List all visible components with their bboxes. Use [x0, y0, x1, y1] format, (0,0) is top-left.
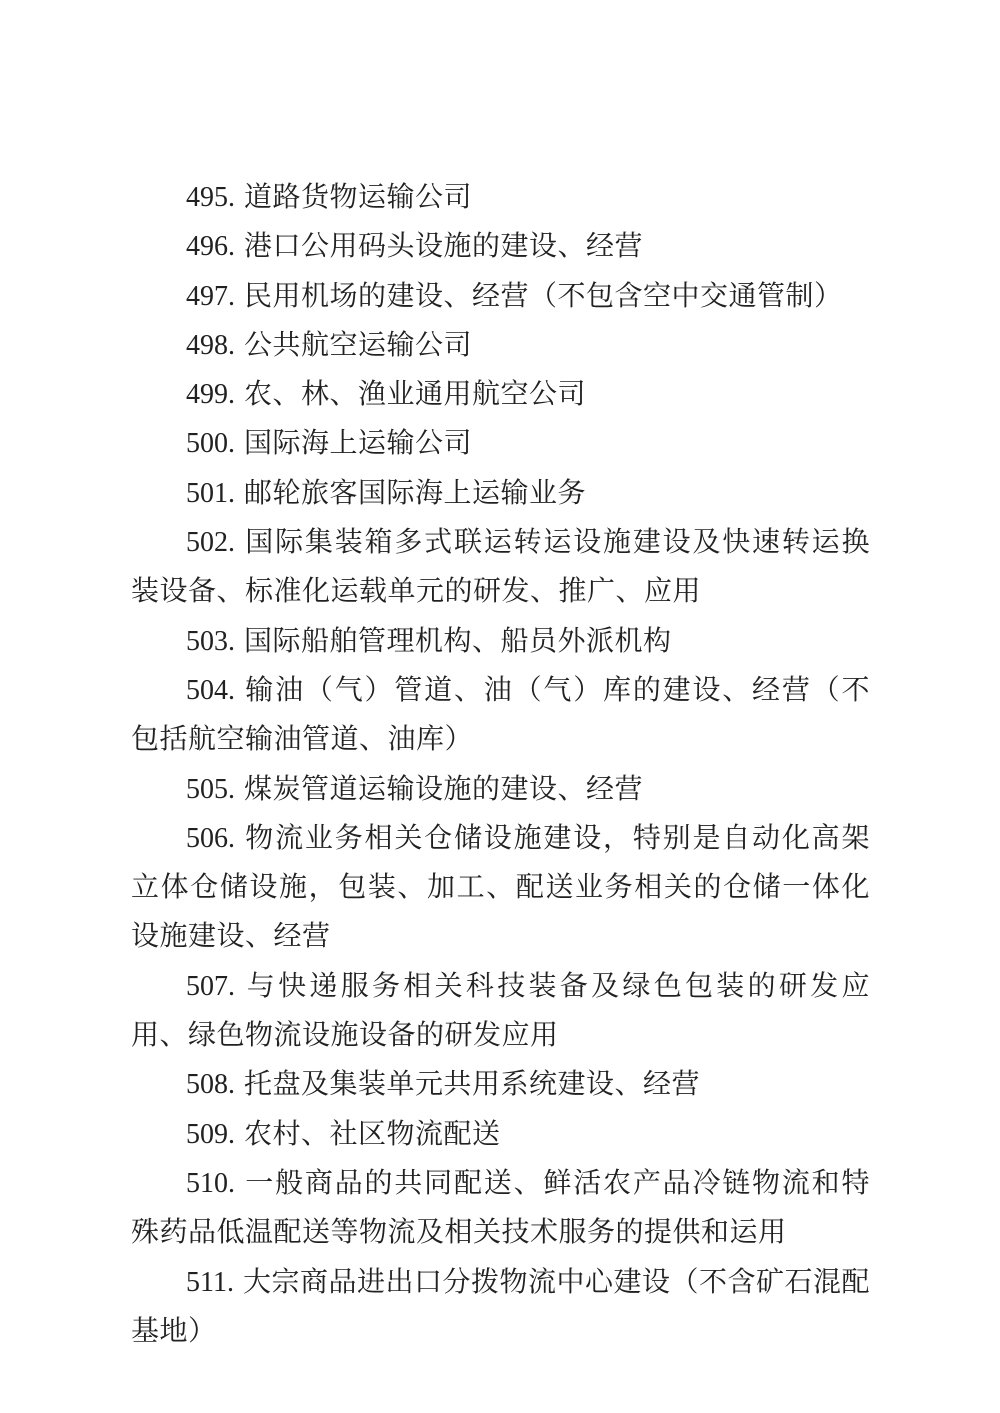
item-number: 505. [186, 773, 235, 805]
list-item-497 [131, 272, 870, 321]
list-item-496 [131, 222, 870, 271]
item-number: 496. [186, 231, 235, 263]
item-text: 道路货物运输公司 [244, 182, 473, 213]
item-text: 农村、社区物流配送 [244, 1118, 501, 1150]
list-item-510 [131, 1159, 870, 1258]
item-number: 495. [186, 182, 235, 213]
list-item-511 [131, 1258, 870, 1357]
list-item-500 [131, 419, 870, 468]
item-number: 503. [186, 625, 235, 657]
item-number: 504. [186, 674, 235, 706]
item-text: 民用机场的建设、经营（不包含空中交通管制） [244, 280, 843, 312]
item-text: 农、林、渔业通用航空公司 [244, 379, 587, 411]
item-number: 499. [186, 379, 235, 411]
item-number: 500. [186, 428, 235, 460]
item-text: 国际海上运输公司 [244, 428, 473, 460]
item-number: 508. [186, 1069, 235, 1101]
list-item-499 [131, 370, 870, 419]
item-number: 501. [186, 477, 235, 509]
item-text: 国际船舶管理机构、船员外派机构 [244, 625, 672, 657]
item-text: 国际集装箱多式联运转运设施建设及快速转运换装设备、标准化运载单元的研发、推广、应用 [131, 527, 870, 608]
item-number: 510. [186, 1167, 235, 1199]
item-text: 物流业务相关仓储设施建设，特别是自动化高架立体仓储设施，包装、加工、配送业务相关的仓储一体化设施建设、经营 [131, 822, 870, 953]
item-text: 输油（气）管道、油（气）库的建设、经营（不包括航空输油管道、油库） [131, 674, 870, 756]
list-item-498 [131, 321, 870, 370]
item-text: 托盘及集装单元共用系统建设、经营 [244, 1069, 701, 1101]
item-text: 公共航空运输公司 [244, 329, 473, 361]
item-text: 煤炭管道运输设施的建设、经营 [244, 773, 644, 805]
item-number: 511. [186, 1266, 234, 1298]
list-item-503 [131, 617, 870, 666]
item-text: 邮轮旅客国际海上运输业务 [244, 477, 587, 509]
list-item-501 [131, 469, 870, 518]
list-item-506 [131, 814, 870, 962]
list-item-495 [131, 173, 870, 222]
list-item-502 [131, 518, 870, 617]
item-number: 506. [186, 822, 235, 854]
list-item-505 [131, 765, 870, 814]
list-item-508 [131, 1060, 870, 1109]
list-item-509 [131, 1110, 870, 1159]
item-text: 一般商品的共同配送、鲜活农产品冷链物流和特殊药品低温配送等物流及相关技术服务的提供和运用 [131, 1167, 870, 1249]
item-number: 497. [186, 280, 235, 312]
item-text: 与快递服务相关科技装备及绿色包装的研发应用、绿色物流设施设备的研发应用 [131, 970, 870, 1052]
item-text: 大宗商品进出口分拨物流中心建设（不含矿石混配基地） [131, 1266, 870, 1347]
list-item-507 [131, 962, 870, 1061]
item-number: 502. [186, 527, 235, 559]
item-text: 港口公用码头设施的建设、经营 [244, 231, 644, 263]
item-number: 509. [186, 1118, 235, 1150]
item-number: 498. [186, 329, 235, 361]
item-number: 507. [186, 970, 235, 1002]
list-item-504 [131, 666, 870, 765]
